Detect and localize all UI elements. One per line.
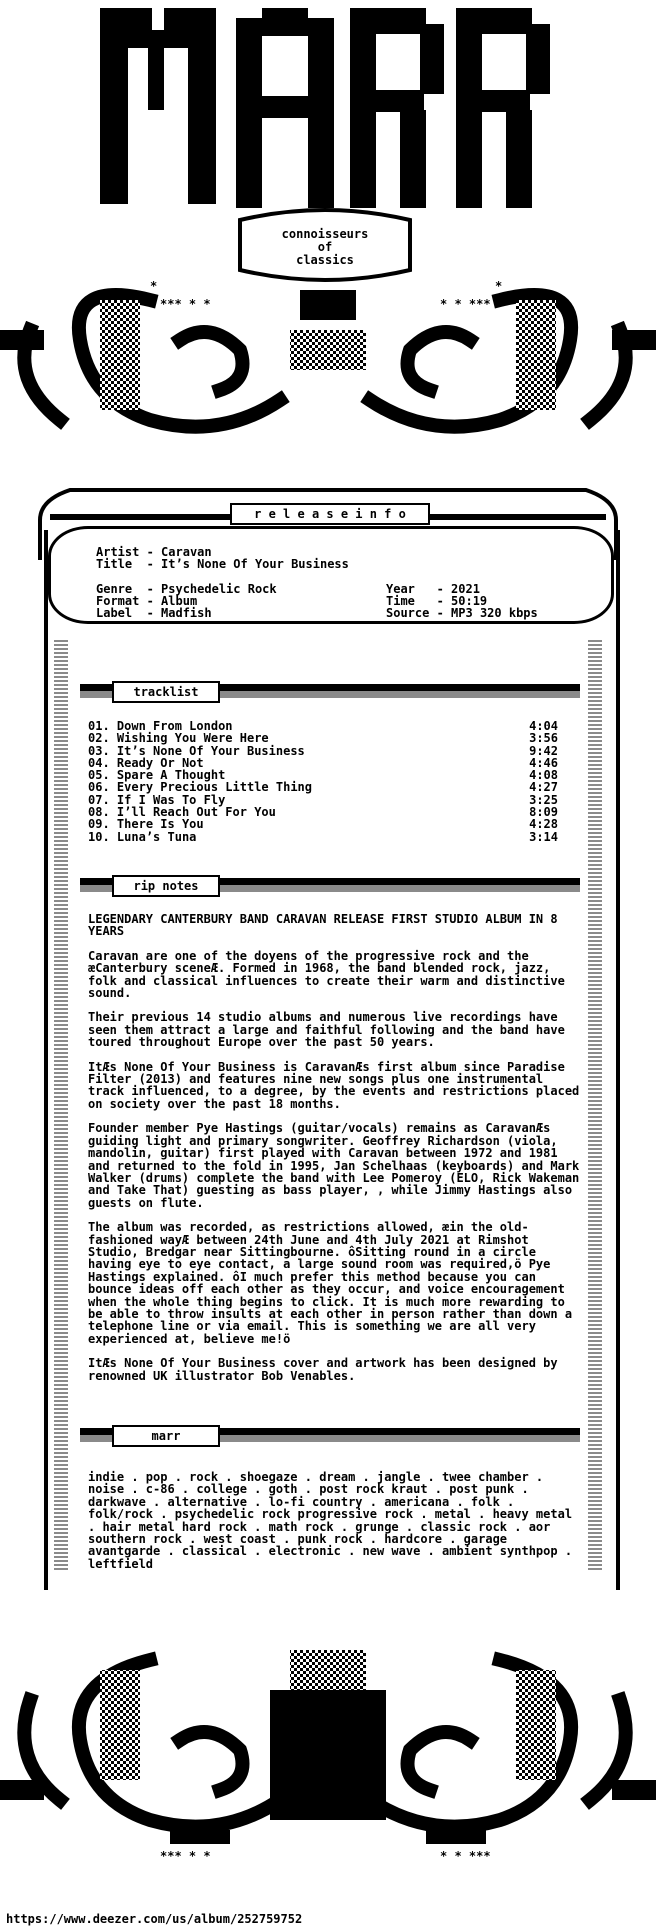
tracklist: [88, 720, 558, 843]
release-info: Artist - Caravan Title - It’s None Of Your Business Genre - Psychedelic Rock Year - 2021 Format - Album Time - 50:19 Label - Madfish Source - MP3 320 kbps: [96, 545, 538, 621]
footer-url[interactable]: [6, 1912, 302, 1926]
track-title: Wishing You Were Here: [116, 731, 269, 746]
release-info-title: r e l e a s e i n f o: [254, 507, 406, 521]
tracklist-header: [112, 681, 220, 703]
notes-paragraph: Their previous 14 studio albums and numerous live recordings have seen them attract a large and faithful following and the band have toured throughout Europe over the past 50 years.: [88, 1010, 565, 1050]
time-value: 50:19: [451, 593, 488, 608]
track-number: 09.: [88, 817, 110, 832]
track-time: 4:04: [529, 719, 558, 733]
tracklist-title: tracklist: [133, 685, 199, 699]
table-row: [88, 831, 558, 843]
svg-text:*: *: [495, 279, 503, 293]
marr-header: [112, 1425, 220, 1447]
artist-value: Caravan: [161, 545, 212, 559]
notes-paragraph: ItÆs None Of Your Business is CaravanÆs first album since Paradise Filter (2013) and features nine new songs plus one instrumental track influenced, to a degree, by the events and restrictions placed on society over the past 18 months.: [88, 1059, 580, 1111]
year-label: Year: [386, 581, 415, 596]
track-time: 3:14: [529, 829, 558, 844]
label-value: Madfish: [161, 606, 212, 621]
footer-url-text[interactable]: https://www.deezer.com/us/album/252759752: [6, 1912, 303, 1926]
notes-paragraph: ItÆs None Of Your Business cover and artwork has been designed by renowned UK illustrator Bob Venables.: [88, 1356, 558, 1383]
notes-headline: LEGENDARY CANTERBURY BAND CARAVAN RELEASE FIRST STUDIO ALBUM IN 8 YEARS: [88, 912, 558, 939]
rip-notes-header: [112, 875, 220, 897]
source-value: MP3 320 kbps: [451, 606, 538, 621]
track-title: Luna’s Tuna: [116, 829, 197, 844]
track-time: 3:56: [529, 731, 558, 746]
track-number: 04.: [88, 755, 110, 770]
genre-tags: indie . pop . rock . shoegaze . dream . jangle . twee chamber . noise . c-86 . college . goth . post rock kraut . post punk . darkwave . alternative . lo-fi country . americana . folk . folk/rock . psychedelic rock progressive rock . metal . heavy metal . hair metal hard rock . math rock . grunge . classic rock . aor southern rock . west coast . punk rock . hardcore . garage avantgarde . classical . electronic . new wave . ambient synthpop . leftfield: [88, 1470, 573, 1571]
track-time: 8:09: [529, 805, 558, 820]
notes-paragraph: Founder member Pye Hastings (guitar/vocals) remains as CaravanÆs guiding light and primary songwriter. Geoffrey Richardson (viola, mandolin, guitar) first played with Caravan between 1972 and 1981 and returned to the fold in 1995, Jan Schelhaas (keyboards) and Mark Walker (drums) complete the band with Lee Pomeroy (ELO, Rick Wakeman and Take That) guesting as bass player, , while Jimmy Hastings also guests on flute.: [88, 1121, 580, 1210]
genre-list: [88, 1471, 584, 1570]
artist-label: Artist: [96, 545, 140, 559]
track-number: 03.: [88, 743, 110, 758]
table-row: [88, 818, 558, 830]
year-value: 2021: [451, 581, 480, 596]
track-time: 9:42: [529, 743, 558, 758]
track-time: 4:08: [529, 768, 558, 783]
rail-left: [54, 640, 68, 1570]
title-value: It’s None Of Your Business: [161, 557, 349, 572]
time-label: Time: [386, 593, 415, 608]
svg-text:* * ***: * * ***: [440, 1849, 491, 1863]
marr-logo: [100, 8, 550, 208]
tagline-line-2: of: [317, 240, 333, 254]
tagline-line-1: connoisseurs: [281, 227, 369, 241]
rip-notes: [88, 913, 584, 1394]
marr-title: marr: [151, 1429, 181, 1443]
rail-right: [588, 640, 602, 1570]
svg-text:*: *: [150, 279, 158, 293]
format-label: Format: [96, 593, 140, 608]
label-label: Label: [96, 606, 133, 621]
tagline: [265, 228, 385, 267]
svg-text:*** * *: *** * *: [160, 297, 211, 311]
track-number: 01.: [88, 719, 110, 733]
track-number: 10.: [88, 829, 110, 844]
track-time: 3:25: [529, 792, 558, 807]
track-title: Ready Or Not: [116, 755, 204, 770]
notes-paragraph: Caravan are one of the doyens of the progressive rock and the æCanterbury sceneÆ. Formed in 1968, the band blended rock, jazz, folk and classical influences to create their warm and distinctive sound.: [88, 948, 565, 1001]
track-title: If I Was To Fly: [116, 792, 226, 807]
top-ascii-artwork: [0, 0, 656, 560]
track-number: 06.: [88, 780, 110, 795]
table-row: [88, 781, 558, 793]
track-title: Spare A Thought: [116, 768, 226, 783]
track-title: There Is You: [116, 817, 204, 832]
source-label: Source: [386, 606, 430, 621]
track-time: 4:27: [529, 780, 558, 795]
track-number: 05.: [88, 768, 110, 783]
track-title: It’s None Of Your Business: [116, 743, 305, 758]
format-value: Album: [161, 593, 198, 608]
genre-value: Psychedelic Rock: [161, 581, 277, 596]
track-title: Every Precious Little Thing: [116, 780, 312, 795]
track-number: 02.: [88, 731, 110, 746]
track-time: 4:28: [529, 817, 558, 832]
genre-label: Genre: [96, 581, 133, 596]
bottom-ascii-artwork: [0, 1590, 656, 1912]
title-label: Title: [96, 557, 133, 572]
track-title: Down From London: [116, 719, 233, 733]
track-time: 4:46: [529, 755, 558, 770]
track-title: I’ll Reach Out For You: [116, 805, 276, 820]
track-number: 07.: [88, 792, 110, 807]
tagline-line-3: classics: [296, 253, 354, 267]
notes-paragraph: The album was recorded, as restrictions allowed, æin the old-fashioned wayÆ between 24th June and 4th July 2021 at Rimshot Studio, Bredgar near Sittingbourne. ôSitting round in a circle having eye to eye contact, a large sound room was required,ö Pye Hastings explained. ôI much prefer this method because you can bounce ideas off each other as they occur, and voice encouragement when the whole thing begins to click. It is much more rewarding to be able to throw insults at each other in person rather than down a telephone line or via email. This is something we are all very experienced at, believe me!ö: [88, 1220, 573, 1346]
track-number: 08.: [88, 805, 110, 820]
rip-notes-title: rip notes: [133, 879, 199, 893]
svg-text:* * ***: * * ***: [440, 297, 491, 311]
release-info-header: [230, 503, 430, 525]
table-row: [88, 732, 558, 744]
svg-text:*** * *: *** * *: [160, 1849, 211, 1863]
